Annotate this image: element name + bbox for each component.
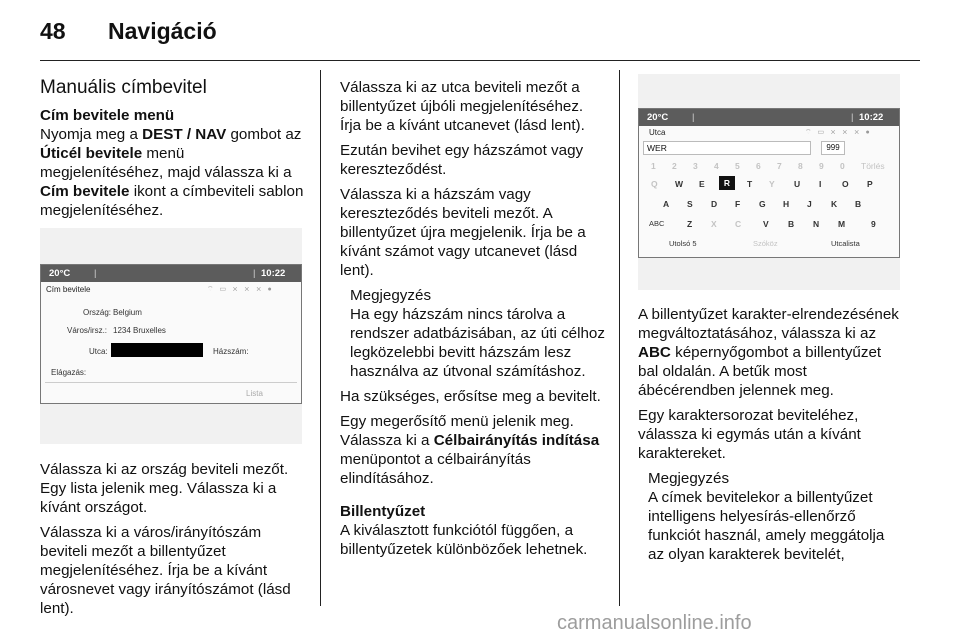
key-o[interactable]: O	[842, 179, 849, 189]
key-v[interactable]: V	[763, 219, 769, 229]
paragraph	[638, 305, 904, 400]
note-text: A címek bevitelekor a billentyűzet intelligens helyesírás-ellenőrző funkciót használ, amely meggátolja az olyan karakterek bevitelét,	[648, 489, 885, 563]
city-field[interactable]: 1234 Bruxelles	[113, 326, 166, 335]
delete-button[interactable]: Törlés	[861, 161, 885, 171]
key-0[interactable]: 0	[840, 161, 845, 171]
key-b[interactable]: B	[855, 199, 862, 209]
key-5[interactable]: 5	[735, 161, 740, 171]
text: A billentyűzet karakter-elrendezésének megváltoztatásához, válassza ki az	[638, 306, 899, 342]
key-e[interactable]: E	[699, 179, 705, 189]
key-h[interactable]: H	[783, 199, 790, 209]
key-d[interactable]: D	[711, 199, 718, 209]
header-rule	[40, 60, 920, 61]
column-2	[340, 78, 608, 565]
key-6[interactable]: 6	[756, 161, 761, 171]
key-a[interactable]: A	[663, 199, 670, 209]
menu-term: Úticél bevitele	[40, 145, 143, 162]
button-term: ABC	[638, 344, 671, 361]
clock: 10:22	[261, 268, 286, 279]
display-screen	[40, 264, 302, 404]
text: menü megjelenítéséhez, majd válassza ki a	[40, 145, 292, 181]
status-icons: ⌔ ▭ ⨯ ⨯ ⨯ ●	[805, 129, 872, 136]
space-button[interactable]: Szóköz	[753, 239, 778, 248]
key-b2[interactable]: B	[788, 219, 795, 229]
key-1[interactable]: 1	[651, 161, 656, 171]
text: menüpontot a célbairányítás elindításához.	[340, 451, 531, 487]
country-label: Ország:	[83, 308, 112, 317]
page-title: Navigáció	[108, 18, 217, 44]
paragraph	[340, 412, 608, 488]
key-3[interactable]: 3	[693, 161, 698, 171]
column-1	[40, 78, 308, 226]
paragraph: Válassza ki a város/irányítószám beviteli mezőt a billentyűzet megjelenítéséhez. Írja be a kívánt városnevet vagy irányítószámot (lásd lent).	[40, 524, 291, 617]
paragraph: Ha szükséges, erősítse meg a bevitelt.	[340, 388, 601, 405]
temperature: 20°C	[49, 268, 71, 279]
note-box	[340, 286, 608, 381]
screenshot-keyboard	[638, 74, 900, 290]
subheading: Billentyűzet	[340, 503, 426, 520]
divider	[45, 382, 297, 383]
key-q[interactable]: Q	[651, 179, 658, 189]
separator: |	[94, 268, 97, 279]
text: Nyomja meg a	[40, 126, 143, 143]
column-divider-1	[320, 70, 321, 606]
key-8[interactable]: 8	[798, 161, 803, 171]
key-x[interactable]: X	[711, 219, 717, 229]
key-t[interactable]: T	[747, 179, 753, 189]
text: ikont a címbeviteli sablon megjelenítéséhez.	[40, 183, 304, 219]
key-f[interactable]: F	[735, 199, 741, 209]
key-w[interactable]: W	[675, 179, 684, 189]
screen-title: Cím bevitele	[46, 285, 91, 294]
country-field[interactable]: Belgium	[113, 308, 142, 317]
street-list-button[interactable]: Utcalista	[831, 239, 860, 248]
display-screen	[638, 108, 900, 258]
paragraph: A kiválasztott funkciótól függően, a billentyűzetek különbözőek lehetnek.	[340, 522, 588, 558]
result-count: 999	[821, 141, 845, 155]
street-field[interactable]	[111, 343, 203, 357]
note-text: Ha egy házszám nincs tárolva a rendszer adatbázisában, az úti célhoz legközelebbi bevitt házszám lesz használva az útvonal számításhoz.	[350, 306, 605, 380]
key-k[interactable]: K	[831, 199, 838, 209]
paragraph: Egy karaktersorozat beviteléhez, válassza ki egymás után a kívánt karaktereket.	[638, 407, 861, 462]
status-bar	[639, 109, 899, 126]
abc-button[interactable]: ABC	[649, 219, 665, 228]
key-r-selected[interactable]: R	[719, 176, 735, 190]
key-7[interactable]: 7	[777, 161, 782, 171]
text: képernyőgombot a billentyűzet bal oldalán. A betűk most ábécérendben jelennek meg.	[638, 344, 882, 399]
house-number-label[interactable]: Házszám:	[213, 347, 249, 356]
clock: 10:22	[859, 112, 884, 123]
paragraph	[40, 125, 308, 220]
column-1-lower	[40, 460, 308, 624]
key-u[interactable]: U	[794, 179, 801, 189]
watermark: carmanualsonline.info	[557, 612, 752, 634]
key-i[interactable]: I	[819, 179, 822, 189]
column-3	[638, 305, 904, 570]
subheading: Cím bevitele menü	[40, 107, 175, 124]
key-s[interactable]: S	[687, 199, 693, 209]
note-title: Megjegyzés	[648, 470, 730, 487]
key-y[interactable]: Y	[769, 179, 775, 189]
menu-term: Célbairányítás indítása	[433, 432, 600, 449]
key-c[interactable]: C	[735, 219, 742, 229]
separator: |	[692, 112, 695, 123]
paragraph: Válassza ki az utca beviteli mezőt a billentyűzet újbóli megjelenítéséhez. Írja be a kívánt utcanevet (lásd lent).	[340, 79, 585, 134]
note-box	[638, 469, 904, 564]
key-p[interactable]: P	[867, 179, 873, 189]
page-number: 48	[40, 18, 66, 44]
separator: |	[851, 112, 854, 123]
key-4[interactable]: 4	[714, 161, 719, 171]
key-z[interactable]: Z	[687, 219, 693, 229]
paragraph: Válassza ki a házszám vagy kereszteződés beviteli mezőt. A billentyűzet újra megjelenik. Írja be a kívánt számot vagy utcanevet (lásd lent).	[340, 186, 586, 279]
list-button[interactable]: Lista	[246, 389, 263, 398]
status-icons: ⌔ ▭ ⨯ ⨯ ⨯ ●	[207, 286, 274, 293]
last5-button[interactable]: Utolsó 5	[669, 239, 697, 248]
separator: |	[253, 268, 256, 279]
screenshot-address-entry	[40, 228, 302, 444]
icon-term: Cím bevitele	[40, 183, 130, 200]
key-g[interactable]: G	[759, 199, 766, 209]
city-label: Város/irsz.:	[67, 326, 108, 335]
page-header	[40, 18, 217, 45]
column-divider-2	[619, 70, 620, 606]
button-term: DEST / NAV	[142, 126, 227, 143]
paragraph: Válassza ki az ország beviteli mezőt. Egy lista jelenik meg. Válassza ki a kívánt országot.	[40, 461, 289, 516]
text: gombot az	[226, 126, 302, 143]
key-2[interactable]: 2	[672, 161, 677, 171]
text-input[interactable]: WER	[643, 141, 811, 155]
paragraph: Ezután bevihet egy házszámot vagy kereszteződést.	[340, 142, 584, 178]
text: Egy megerősítő menü jelenik meg. Válassza ki a	[340, 413, 574, 449]
junction-label[interactable]: Elágazás:	[51, 368, 87, 377]
section-heading: Manuális címbevitel	[40, 77, 207, 98]
key-j[interactable]: J	[807, 199, 812, 209]
temperature: 20°C	[647, 112, 669, 123]
key-9[interactable]: 9	[819, 161, 824, 171]
status-bar	[41, 265, 301, 282]
key-m[interactable]: M	[838, 219, 846, 229]
key-9b[interactable]: 9	[871, 219, 876, 229]
street-label: Utca:	[89, 347, 108, 356]
screen-title: Utca	[649, 128, 666, 137]
note-title: Megjegyzés	[350, 287, 432, 304]
key-n[interactable]: N	[813, 219, 820, 229]
